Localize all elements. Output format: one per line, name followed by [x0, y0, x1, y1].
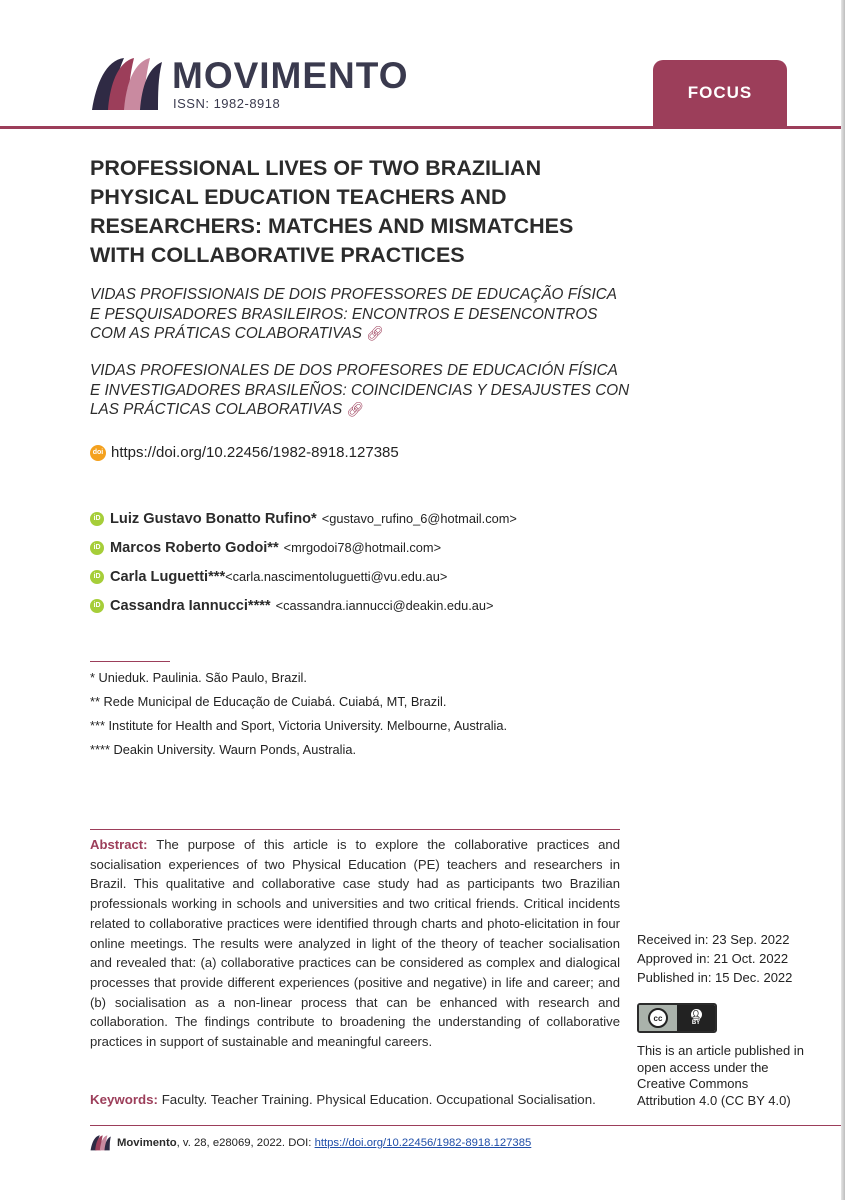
- footnote-item: * Unieduk. Paulinia. São Paulo, Brazil.: [90, 670, 307, 685]
- cc-logo-text: cc: [648, 1008, 668, 1028]
- footnote-item: ** Rede Municipal de Educação de Cuiabá. Cuiabá, MT, Brazil.: [90, 694, 447, 709]
- footnote-item: **** Deakin University. Waurn Ponds, Australia.: [90, 742, 357, 757]
- keywords: [90, 1092, 630, 1107]
- cc-icon: [639, 1005, 677, 1031]
- citation-footer: [117, 1137, 531, 1149]
- cc-by-license-badge[interactable]: [637, 1003, 717, 1033]
- abstract-text: The purpose of this article is to explore the collaborative practices and socialisation experiences of two Physical Education (PE) teachers and researchers in Brazil. This qualitative and collaborative case study had as participants two Brazilian professionals working in schools and universities and two critical friends. Critical incidents related to collaborative practices were identified through charts and photo-elicitation in four online meetings. The results were analyzed in light of the theory of teacher socialisation and revealed that: (a) collaborative practices can be considered as complex and dialogical processes that provide different experiences (positive and negative) in life and career; and (b) socialisation as a non-linear process that can be enhanced with research and collaboration. The findings contribute to broadening the understanding of collaborative practices in support of sustainable and meaningful careers.: [90, 837, 620, 1050]
- author-email[interactable]: <gustavo_rufino_6@hotmail.com>: [321, 511, 517, 526]
- article-title: PROFESSIONAL LIVES OF TWO BRAZILIAN PHYSICAL EDUCATION TEACHERS AND RESEARCHERS: MATCHES AND MISMATCHES WITH COLLABORATIVE PRACTICES: [90, 156, 574, 267]
- author-email[interactable]: <carla.nascimentoluguetti@vu.edu.au>: [225, 569, 448, 584]
- footer-divider: [90, 1125, 841, 1126]
- title-es-text: VIDAS PROFESIONALES DE DOS PROFESORES DE EDUCACIÓN FÍSICA E INVESTIGADORES BRASILEÑOS: COINCIDENCIAS Y DESAJUSTES CON LAS PRÁCTICAS COLABORATIVAS: [90, 362, 630, 418]
- author-list: [90, 504, 517, 620]
- keywords-label: Keywords:: [90, 1092, 158, 1107]
- link-icon[interactable]: 🔗︎: [366, 325, 384, 341]
- author-item: [90, 533, 517, 562]
- footer-journal: Movimento: [117, 1137, 177, 1149]
- orcid-icon[interactable]: iD: [90, 512, 104, 526]
- author-name: Marcos Roberto Godoi**: [110, 539, 279, 556]
- received-date: Received in: 23 Sep. 2022: [637, 932, 790, 947]
- author-email[interactable]: <cassandra.iannucci@deakin.edu.au>: [275, 598, 494, 613]
- doi-icon: doi: [90, 445, 106, 461]
- page-edge: [841, 0, 845, 1200]
- abstract-divider: [90, 829, 620, 830]
- abstract: [90, 835, 620, 1052]
- author-email[interactable]: <mrgodoi78@hotmail.com>: [283, 540, 442, 555]
- footnote-divider: [90, 661, 170, 662]
- published-date: Published in: 15 Dec. 2022: [637, 970, 793, 985]
- footer-citation: , v. 28, e28069, 2022. DOI:: [176, 1137, 315, 1149]
- movimento-logo-icon: [90, 50, 166, 112]
- author-item: [90, 591, 517, 620]
- author-name: Cassandra Iannucci****: [110, 597, 271, 614]
- publication-dates: [637, 930, 792, 987]
- header-divider: [0, 126, 841, 129]
- link-icon[interactable]: 🔗︎: [346, 401, 364, 417]
- article-title-spanish: [90, 361, 630, 420]
- journal-brand: MOVIMENTO: [172, 55, 409, 96]
- attribution-person-icon: 👤︎: [690, 1010, 702, 1019]
- cc-by-text: BY: [691, 1020, 701, 1026]
- orcid-icon[interactable]: iD: [90, 541, 104, 555]
- footnote-item: *** Institute for Health and Sport, Victoria University. Melbourne, Australia.: [90, 718, 508, 733]
- author-item: [90, 504, 517, 533]
- license-statement: This is an article published in open access under the Creative Commons Attribution 4.0 (CC BY 4.0): [637, 1043, 804, 1108]
- title-pt-text: VIDAS PROFISSIONAIS DE DOIS PROFESSORES DE EDUCAÇÃO FÍSICA E PESQUISADORES BRASILEIROS: ENCONTROS E DESENCONTROS COM AS PRÁTICAS COLABORATIVAS: [90, 286, 617, 342]
- orcid-icon[interactable]: iD: [90, 599, 104, 613]
- by-icon: [677, 1005, 715, 1031]
- keywords-text: Faculty. Teacher Training. Physical Education. Occupational Socialisation.: [161, 1092, 596, 1107]
- orcid-icon[interactable]: iD: [90, 570, 104, 584]
- affiliation-footnotes: [90, 668, 507, 764]
- author-name: Luiz Gustavo Bonatto Rufino*: [110, 510, 317, 527]
- footer-doi-link[interactable]: https://doi.org/10.22456/1982-8918.127385: [314, 1137, 532, 1149]
- author-name: Carla Luguetti***: [110, 568, 226, 585]
- article-doi: [90, 444, 399, 461]
- abstract-label: Abstract:: [90, 837, 148, 852]
- doi-link[interactable]: https://doi.org/10.22456/1982-8918.127385: [111, 444, 399, 461]
- author-item: [90, 562, 517, 591]
- movimento-logo-small-icon: [90, 1132, 112, 1152]
- journal-issn: ISSN: 1982-8918: [173, 96, 281, 111]
- section-tab-focus: FOCUS: [653, 60, 787, 126]
- approved-date: Approved in: 21 Oct. 2022: [637, 951, 789, 966]
- article-title-portuguese: [90, 285, 630, 344]
